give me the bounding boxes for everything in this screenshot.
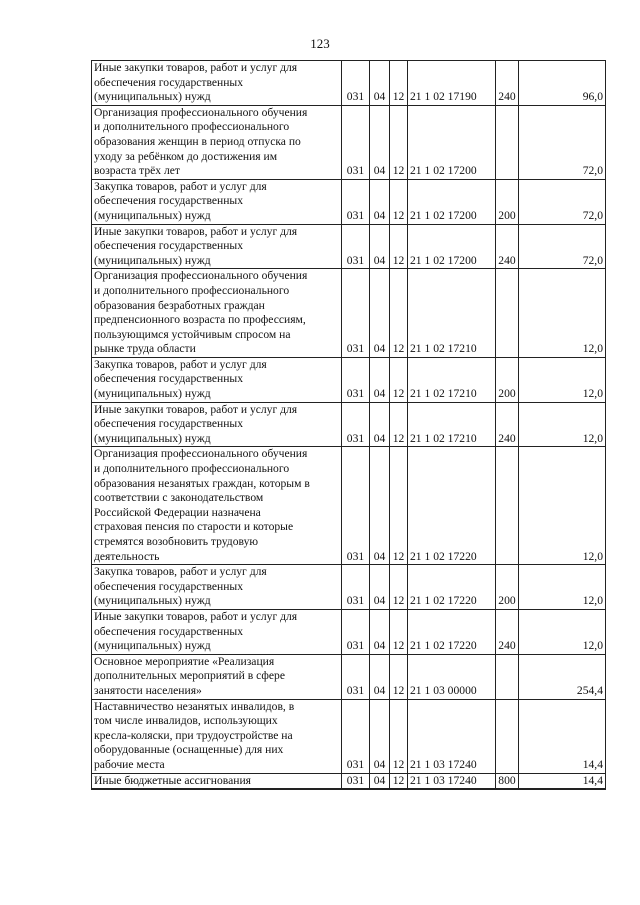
subsection-code-cell: 12 [390, 447, 408, 565]
description-cell: Основное мероприятие «Реализация дополнительных мероприятий в сфере занятости населения» [92, 654, 342, 699]
section-code-cell: 04 [370, 269, 390, 358]
expense-type-code-cell [496, 105, 519, 179]
target-article-code-cell: 21 1 02 17200 [408, 224, 496, 269]
expense-type-code-cell [496, 699, 519, 773]
amount-cell: 12,0 [519, 269, 606, 358]
subsection-code-cell: 12 [390, 402, 408, 447]
amount-cell: 72,0 [519, 179, 606, 224]
target-article-code-cell: 21 1 02 17220 [408, 447, 496, 565]
page-number: 123 [310, 36, 330, 51]
target-article-code-cell: 21 1 02 17200 [408, 105, 496, 179]
section-code-cell: 04 [370, 699, 390, 773]
section-code-cell: 04 [370, 654, 390, 699]
target-article-code-cell: 21 1 02 17220 [408, 565, 496, 610]
description-cell: Наставничество незанятых инвалидов, в том числе инвалидов, использующих кресла-коляски, при трудоустройстве на оборудованные (оснащенные) для них рабочие места [92, 699, 342, 773]
amount-cell: 12,0 [519, 565, 606, 610]
table-row [92, 224, 606, 269]
amount-cell: 12,0 [519, 357, 606, 402]
subsection-code-cell: 12 [390, 61, 408, 106]
section-code-cell: 04 [370, 105, 390, 179]
expense-type-code-cell: 240 [496, 224, 519, 269]
target-article-code-cell: 21 1 03 17240 [408, 699, 496, 773]
ministry-code-cell: 031 [342, 357, 370, 402]
ministry-code-cell: 031 [342, 105, 370, 179]
target-article-code-cell: 21 1 02 17220 [408, 609, 496, 654]
expense-type-code-cell: 240 [496, 609, 519, 654]
amount-cell: 254,4 [519, 654, 606, 699]
section-code-cell: 04 [370, 61, 390, 106]
expense-type-code-cell: 200 [496, 565, 519, 610]
amount-cell: 14,4 [519, 699, 606, 773]
description-cell: Организация профессионального обучения и дополнительного профессионального образования женщин в период отпуска по уходу за ребёнком до достижения им возраста трёх лет [92, 105, 342, 179]
table-body [92, 61, 606, 790]
table-row [92, 565, 606, 610]
expense-type-code-cell: 200 [496, 179, 519, 224]
amount-cell: 96,0 [519, 61, 606, 106]
ministry-code-cell: 031 [342, 609, 370, 654]
ministry-code-cell: 031 [342, 699, 370, 773]
target-article-code-cell: 21 1 03 00000 [408, 654, 496, 699]
target-article-code-cell: 21 1 02 17210 [408, 357, 496, 402]
subsection-code-cell: 12 [390, 565, 408, 610]
description-cell: Закупка товаров, работ и услуг для обеспечения государственных (муниципальных) нужд [92, 179, 342, 224]
subsection-code-cell: 12 [390, 179, 408, 224]
subsection-code-cell: 12 [390, 609, 408, 654]
description-cell: Закупка товаров, работ и услуг для обеспечения государственных (муниципальных) нужд [92, 357, 342, 402]
table-row [92, 773, 606, 789]
expense-type-code-cell: 240 [496, 402, 519, 447]
ministry-code-cell: 031 [342, 61, 370, 106]
description-cell: Иные закупки товаров, работ и услуг для обеспечения государственных (муниципальных) нужд [92, 402, 342, 447]
target-article-code-cell: 21 1 02 17200 [408, 179, 496, 224]
section-code-cell: 04 [370, 565, 390, 610]
description-cell: Организация профессионального обучения и дополнительного профессионального образования незанятых граждан, которым в соответствии с законодательством Российской Федерации назначена страховая пенсия по старости и которые стремятся возобновить трудовую деятельность [92, 447, 342, 565]
amount-cell: 12,0 [519, 609, 606, 654]
ministry-code-cell: 031 [342, 447, 370, 565]
table-row [92, 609, 606, 654]
expense-type-code-cell [496, 654, 519, 699]
subsection-code-cell: 12 [390, 699, 408, 773]
target-article-code-cell: 21 1 02 17210 [408, 269, 496, 358]
ministry-code-cell: 031 [342, 224, 370, 269]
table-row [92, 699, 606, 773]
table-row [92, 179, 606, 224]
section-code-cell: 04 [370, 447, 390, 565]
section-code-cell: 04 [370, 773, 390, 789]
ministry-code-cell: 031 [342, 773, 370, 789]
amount-cell: 72,0 [519, 224, 606, 269]
section-code-cell: 04 [370, 224, 390, 269]
expense-type-code-cell: 800 [496, 773, 519, 789]
subsection-code-cell: 12 [390, 269, 408, 358]
subsection-code-cell: 12 [390, 357, 408, 402]
subsection-code-cell: 12 [390, 105, 408, 179]
expense-type-code-cell: 240 [496, 61, 519, 106]
target-article-code-cell: 21 1 03 17240 [408, 773, 496, 789]
section-code-cell: 04 [370, 402, 390, 447]
table-row [92, 269, 606, 358]
table-row [92, 402, 606, 447]
ministry-code-cell: 031 [342, 402, 370, 447]
amount-cell: 14,4 [519, 773, 606, 789]
description-cell: Иные закупки товаров, работ и услуг для обеспечения государственных (муниципальных) нужд [92, 61, 342, 106]
amount-cell: 12,0 [519, 402, 606, 447]
expense-type-code-cell [496, 269, 519, 358]
description-cell: Иные закупки товаров, работ и услуг для обеспечения государственных (муниципальных) нужд [92, 609, 342, 654]
subsection-code-cell: 12 [390, 654, 408, 699]
table-row [92, 357, 606, 402]
description-cell: Иные бюджетные ассигнования [92, 773, 342, 789]
target-article-code-cell: 21 1 02 17190 [408, 61, 496, 106]
ministry-code-cell: 031 [342, 269, 370, 358]
description-cell: Иные закупки товаров, работ и услуг для обеспечения государственных (муниципальных) нужд [92, 224, 342, 269]
ministry-code-cell: 031 [342, 654, 370, 699]
ministry-code-cell: 031 [342, 179, 370, 224]
amount-cell: 72,0 [519, 105, 606, 179]
section-code-cell: 04 [370, 179, 390, 224]
description-cell: Организация профессионального обучения и дополнительного профессионального образования безработных граждан предпенсионного возраста по профессиям, пользующимся устойчивым спросом на рынке труда области [92, 269, 342, 358]
table-row [92, 447, 606, 565]
subsection-code-cell: 12 [390, 773, 408, 789]
table-row [92, 654, 606, 699]
table-row [92, 61, 606, 106]
table-row [92, 105, 606, 179]
section-code-cell: 04 [370, 609, 390, 654]
section-code-cell: 04 [370, 357, 390, 402]
subsection-code-cell: 12 [390, 224, 408, 269]
expense-type-code-cell: 200 [496, 357, 519, 402]
budget-table [91, 60, 606, 790]
amount-cell: 12,0 [519, 447, 606, 565]
description-cell: Закупка товаров, работ и услуг для обеспечения государственных (муниципальных) нужд [92, 565, 342, 610]
expense-type-code-cell [496, 447, 519, 565]
ministry-code-cell: 031 [342, 565, 370, 610]
target-article-code-cell: 21 1 02 17210 [408, 402, 496, 447]
